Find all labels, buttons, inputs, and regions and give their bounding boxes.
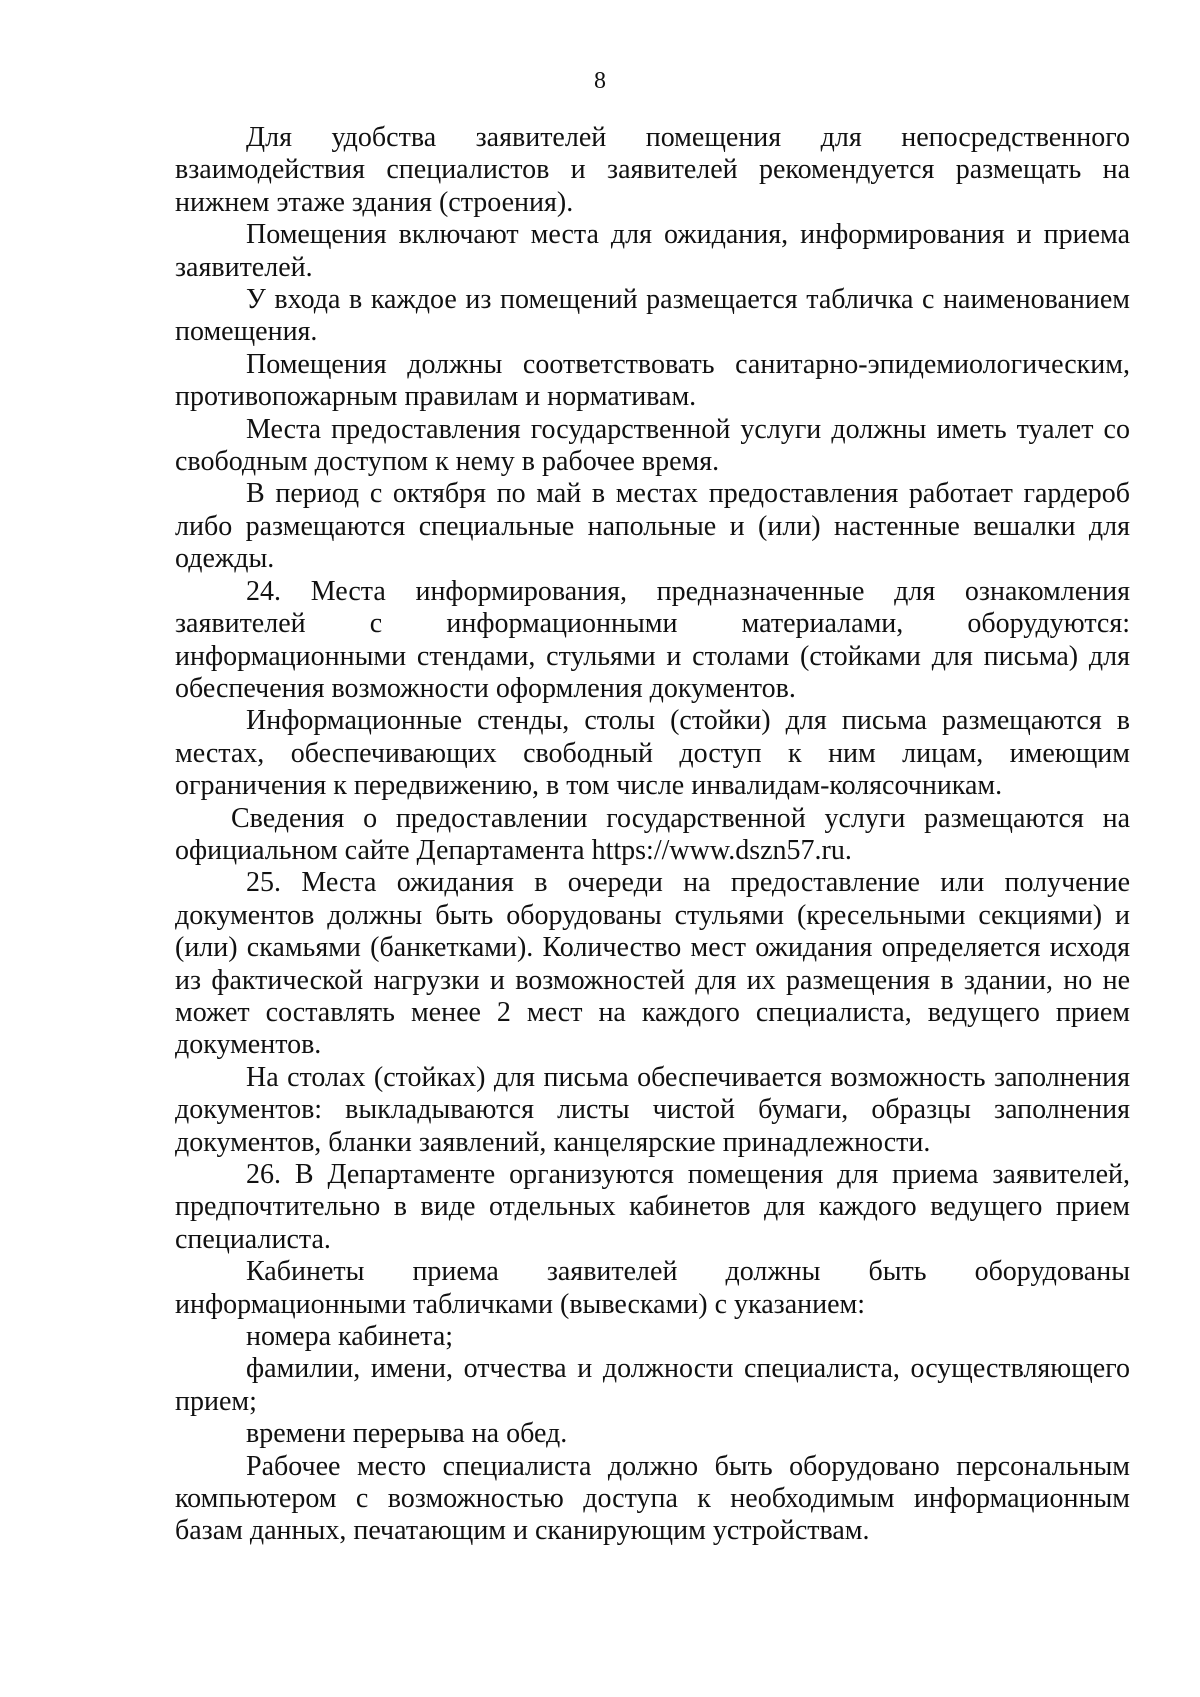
list-item: фамилии, имени, отчества и должности специалиста, осуществляющего прием; — [175, 1353, 1130, 1417]
paragraph: Помещения должны соответствовать санитарно-эпидемиологическим, противопожарным правилам и нормативам. — [175, 348, 1130, 413]
paragraph: 24. Места информирования, предназначенные для ознакомления заявителей с информационными материалами, оборудуются: информационными стендами, стульями и столами (стойками для письма) для обеспечения возможности оформления документов. — [175, 575, 1130, 704]
paragraph: Рабочее место специалиста должно быть оборудовано персональным компьютером с возможностью доступа к необходимым информационным базам данных, печатающим и сканирующим устройствам. — [175, 1450, 1130, 1547]
list-item: времени перерыва на обед. — [246, 1418, 568, 1450]
paragraph: У входа в каждое из помещений размещается табличка с наименованием помещения. — [175, 284, 1130, 348]
list-item: номера кабинета; — [246, 1321, 454, 1353]
paragraph: Для удобства заявителей помещения для непосредственного взаимодействия специалистов и заявителей рекомендуется размещать на нижнем этаже здания (строения). — [175, 122, 1130, 218]
paragraph: Кабинеты приема заявителей должны быть оборудованы информационными табличками (вывесками) с указанием: — [175, 1256, 1130, 1320]
paragraph: Информационные стенды, столы (стойки) для письма размещаются в местах, обеспечивающих свободный доступ к ним лицам, имеющим ограничения к передвижению, в том числе инвалидам-колясочникам. — [175, 705, 1130, 802]
paragraph: На столах (стойках) для письма обеспечивается возможность заполнения документов: выкладываются листы чистой бумаги, образцы заполнения документов, бланки заявлений, канцелярские принадлежности. — [175, 1061, 1130, 1158]
paragraph: Помещения включают места для ожидания, информирования и приема заявителей. — [175, 219, 1130, 283]
paragraph: В период с октября по май в местах предоставления работает гардероб либо размещаются специальные напольные и (или) настенные вешалки для одежды. — [175, 478, 1130, 575]
paragraph: 25. Места ожидания в очереди на предоставление или получение документов должны быть оборудованы стульями (кресельными секциями) и (или) скамьями (банкетками). Количество мест ожидания определяется исходя из фактической нагрузки и возможностей для их размещения в здании, но не может составлять менее 2 мест на каждого специалиста, ведущего прием документов. — [175, 867, 1130, 1061]
page-number: 8 — [594, 68, 606, 94]
document-body — [175, 122, 1130, 1548]
paragraph: Сведения о предоставлении государственной услуги размещаются на официальном сайте Департамента https://www.dszn57.ru. — [175, 802, 1130, 866]
paragraph: Места предоставления государственной услуги должны иметь туалет со свободным доступом к нему в рабочее время. — [175, 413, 1130, 478]
paragraph: 26. В Департаменте организуются помещения для приема заявителей, предпочтительно в виде отдельных кабинетов для каждого ведущего прием специалиста. — [175, 1159, 1130, 1255]
